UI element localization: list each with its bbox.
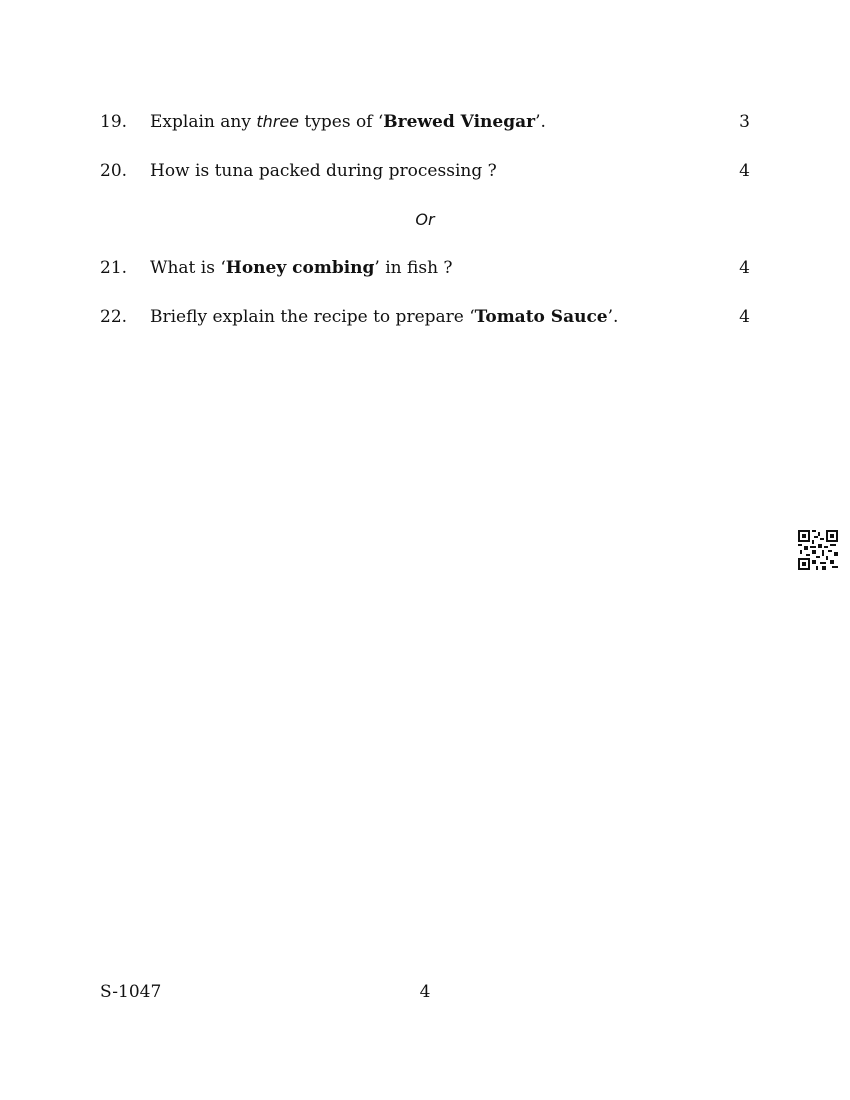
question-text-part: types of ‘ bbox=[299, 112, 384, 132]
question-text-keyword: Tomato Sauce bbox=[474, 307, 608, 327]
question-text-emphasis: three bbox=[256, 112, 300, 131]
page-number: 4 bbox=[419, 982, 431, 1002]
paper-code: S-1047 bbox=[100, 982, 162, 1002]
question-text-part: How is tuna packed during processing ? bbox=[150, 161, 497, 181]
question-marks: 4 bbox=[739, 258, 750, 278]
question-text bbox=[150, 256, 453, 280]
question-text-part: Explain any bbox=[150, 112, 257, 132]
question-marks: 3 bbox=[739, 112, 750, 132]
question-19 bbox=[0, 110, 850, 134]
question-number: 22. bbox=[100, 307, 128, 327]
question-number: 21. bbox=[100, 258, 128, 278]
question-text-keyword: Honey combing bbox=[225, 258, 375, 278]
or-separator: Or bbox=[415, 210, 435, 229]
question-number: 19. bbox=[100, 112, 128, 132]
question-number: 20. bbox=[100, 161, 128, 181]
question-22 bbox=[0, 305, 850, 329]
question-marks: 4 bbox=[739, 161, 750, 181]
question-21 bbox=[0, 256, 850, 280]
question-text-keyword: Brewed Vinegar bbox=[383, 112, 536, 132]
question-text-part: ’. bbox=[535, 112, 546, 132]
question-20 bbox=[0, 159, 850, 183]
question-marks: 4 bbox=[739, 307, 750, 327]
question-text bbox=[150, 305, 618, 329]
question-text bbox=[150, 110, 546, 134]
question-text-part: What is ‘ bbox=[150, 258, 226, 278]
question-text bbox=[150, 159, 497, 183]
qr-code-icon bbox=[798, 530, 838, 570]
question-text-part: ’ in fish ? bbox=[374, 258, 453, 278]
question-text-part: Briefly explain the recipe to prepare ‘ bbox=[150, 307, 475, 327]
question-text-part: ’. bbox=[607, 307, 619, 327]
